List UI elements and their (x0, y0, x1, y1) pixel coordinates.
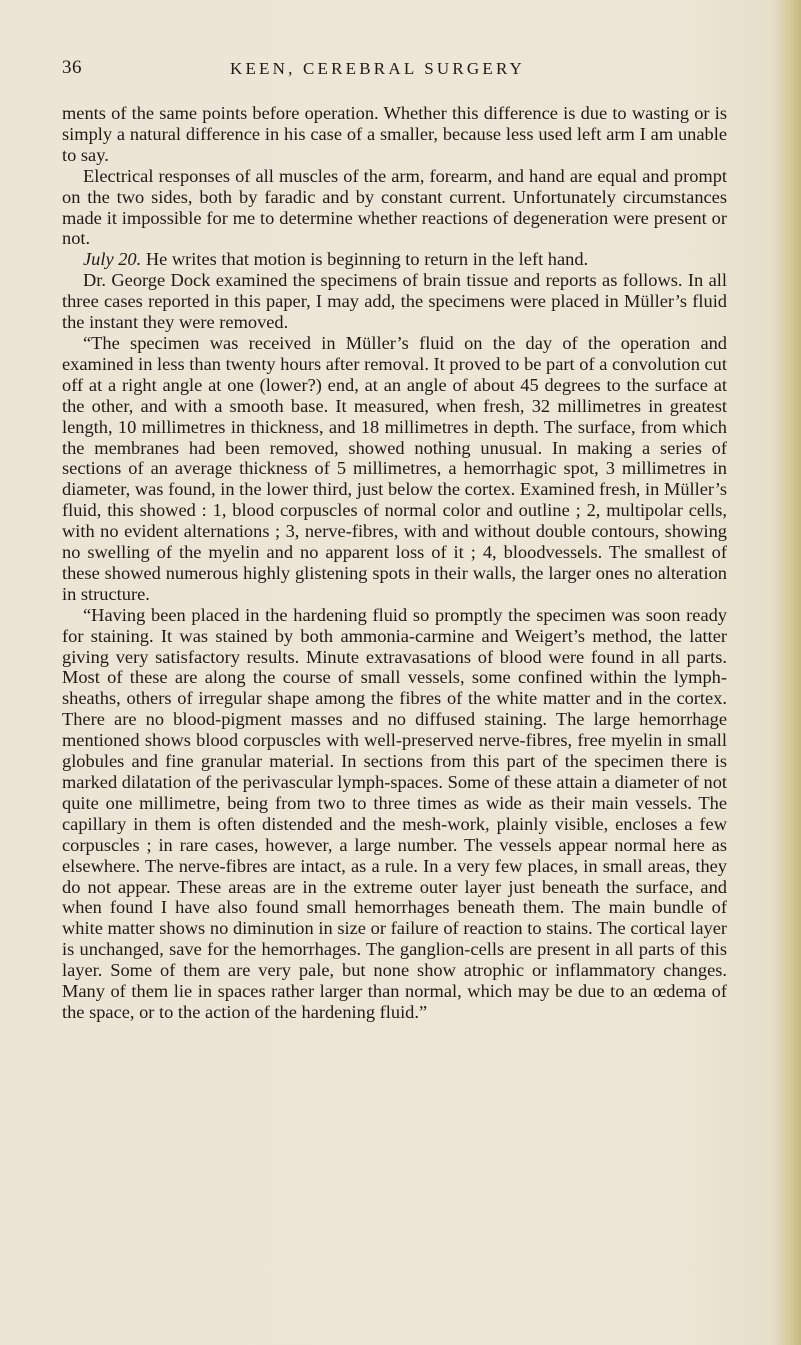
paragraph-continued: ments of the same points before operation. Whether this difference is due to wasting or is simply a natural difference in his case of a smaller, because less used left arm I am unable to say. (62, 103, 727, 165)
paragraph-staining-report: “Having been placed in the hardening fluid so promptly the specimen was soon ready for staining. It was stained by both ammonia-carmine and Weigert’s method, the latter giving very satisfactory results. Minute extravasations of blood were found in all parts. Most of these are along the course of small vessels, some confined within the lymph-sheaths, others of irregular shape among the fibres of the white matter and in the cortex. There are no blood-pigment masses and no diffused staining. The large hemorrhage mentioned shows blood corpuscles with well-preserved nerve-fibres, free myelin in small globules and fine granular material. In sections from this part of the specimen there is marked dilatation of the perivascular lymph-spaces. Some of these attain a diameter of not quite one millimetre, being from two to three times as wide as their main vessels. The capillary in them is often distended and the mesh-work, plainly visible, encloses a few corpuscles ; in rare cases, however, a large number. The vessels appear normal here as elsewhere. The nerve-fibres are intact, as a rule. In a very few places, in small areas, they do not appear. These areas are in the extreme outer layer just beneath the surface, and when found I have also found small hemorrhages beneath them. The main bundle of white matter shows no diminution in size or failure of reaction to stains. The cortical layer is unchanged, save for the hemorrhages. The ganglion-cells are present in all parts of this layer. Some of them are very pale, but none show atrophic or inflammatory changes. Many of them lie in spaces rather larger than normal, which may be due to an œdema of the space, or to the action of the hardening fluid.” (62, 604, 727, 1022)
page-header (62, 57, 742, 83)
paragraph-electrical-responses: Electrical responses of all muscles of the arm, forearm, and hand are equal and prompt on the two sides, both by faradic and by constant current. Unfortunately circumstances made it impossible for me to determine whether reactions of degeneration were present or not. (62, 165, 727, 249)
date-label: July 20. (83, 249, 142, 270)
paragraph-july-20 (62, 249, 727, 270)
paragraph-july-20-text: He writes that motion is beginning to return in the left hand. (141, 249, 589, 270)
body-text (62, 103, 727, 1023)
running-title: KEEN, CEREBRAL SURGERY (230, 59, 526, 78)
paragraph-specimen-report: “The specimen was received in Müller’s fluid on the day of the operation and examined in less than twenty hours after removal. It proved to be part of a convolution cut off at a right angle at one (lower?) end, at an angle of about 45 degrees to the surface at the other, and with a smooth base. It measured, when fresh, 32 millimetres in greatest length, 10 millimetres in thickness, and 18 millimetres in depth. The surface, from which the membranes had been removed, showed nothing unusual. In making a series of sections of an average thickness of 5 millimetres, a hemorrhagic spot, 3 millimetres in diameter, was found, in the lower third, just below the cortex. Examined fresh, in Müller’s fluid, this showed : 1, blood corpuscles of normal color and outline ; 2, multipolar cells, with no evident alternations ; 3, nerve-fibres, with and without double contours, showing no swelling of the myelin and no apparent loss of it ; 4, bloodvessels. The smallest of these showed numerous highly glistening spots in their walls, the larger ones no alteration in structure. (62, 332, 727, 604)
page-edge-stain (775, 0, 801, 1345)
page-number: 36 (62, 57, 82, 78)
paragraph-dr-dock: Dr. George Dock examined the specimens of brain tissue and reports as follows. In all three cases reported in this paper, I may add, the specimens were placed in Müller’s fluid the instant they were removed. (62, 270, 727, 333)
